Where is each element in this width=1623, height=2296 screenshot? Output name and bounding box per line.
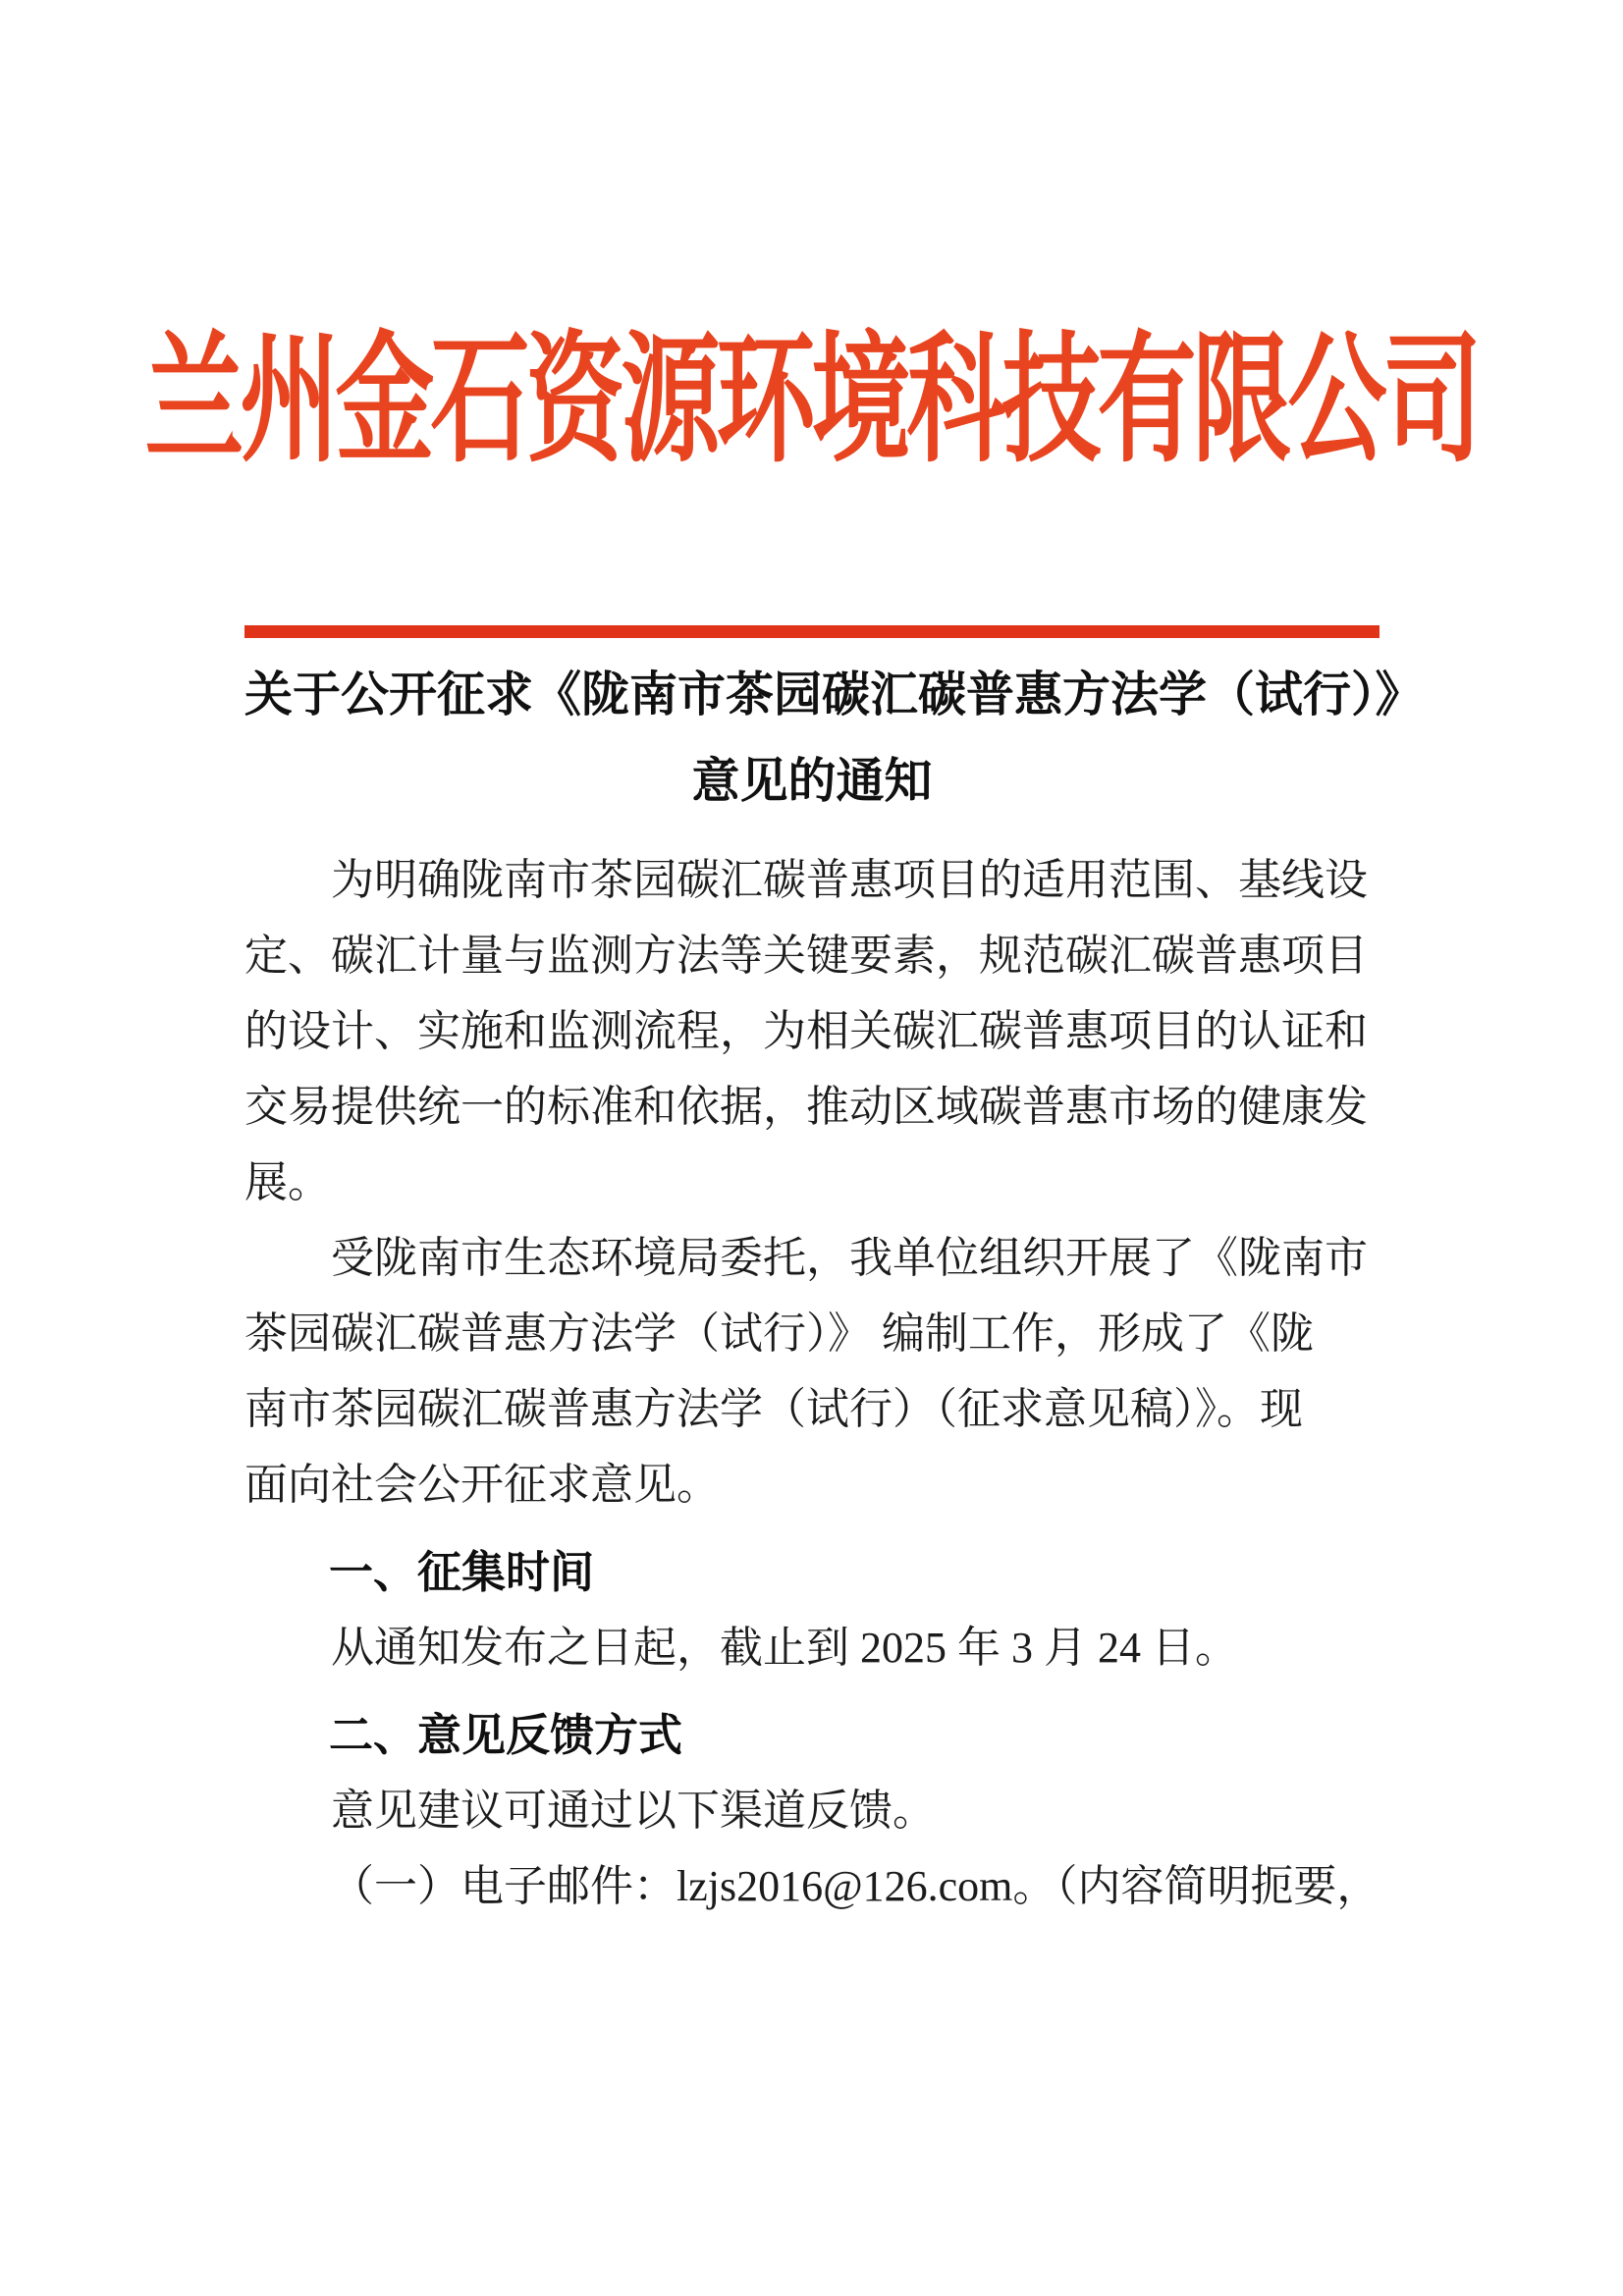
section-2-heading: 二、意见反馈方式 — [329, 1710, 683, 1760]
document-body — [244, 652, 1424, 1924]
feedback-channels-line: 意见建议可通过以下渠道反馈。 — [331, 1787, 936, 1835]
body-line: 南市茶园碳汇碳普惠方法学（试行）（征求意见稿）》。现 — [244, 1385, 1303, 1433]
body-line: 受陇南市生态环境局委托，我单位组织开展了《陇南市 — [331, 1234, 1368, 1282]
body-line: 茶园碳汇碳普惠方法学（试行）》 编制工作，形成了《陇 — [244, 1309, 1314, 1358]
title-line-2: 意见的通知 — [691, 754, 933, 808]
title-line-1: 关于公开征求《陇南市茶园碳汇碳普惠方法学（试行）》 — [244, 667, 1424, 721]
body-line: 展。 — [244, 1158, 331, 1206]
notice-text — [244, 842, 1380, 1924]
company-name-header: 兰州金石资源环境科技有限公司 — [144, 322, 1479, 479]
body-line: 交易提供统一的标准和依据，推动区域碳普惠市场的健康发 — [244, 1083, 1368, 1131]
red-divider-line — [244, 625, 1380, 638]
document-title — [244, 652, 1424, 825]
paragraph-purpose — [244, 842, 1380, 1220]
paragraph-background — [244, 1220, 1380, 1522]
body-line: 面向社会公开征求意见。 — [244, 1461, 720, 1509]
body-line: 的设计、实施和监测流程，为相关碳汇碳普惠项目的认证和 — [244, 1007, 1368, 1055]
section-1-heading: 一、征集时间 — [329, 1547, 595, 1597]
feedback-email-line: （一）电子邮件：lzjs2016@126.com。（内容简明扼要， — [331, 1862, 1380, 1910]
body-line: 为明确陇南市茶园碳汇碳普惠项目的适用范围、基线设 — [331, 856, 1368, 904]
body-line: 定、碳汇计量与监测方法等关键要素，规范碳汇碳普惠项目 — [244, 932, 1368, 980]
collection-period-line: 从通知发布之日起，截止到 2025 年 3 月 24 日。 — [331, 1624, 1238, 1672]
